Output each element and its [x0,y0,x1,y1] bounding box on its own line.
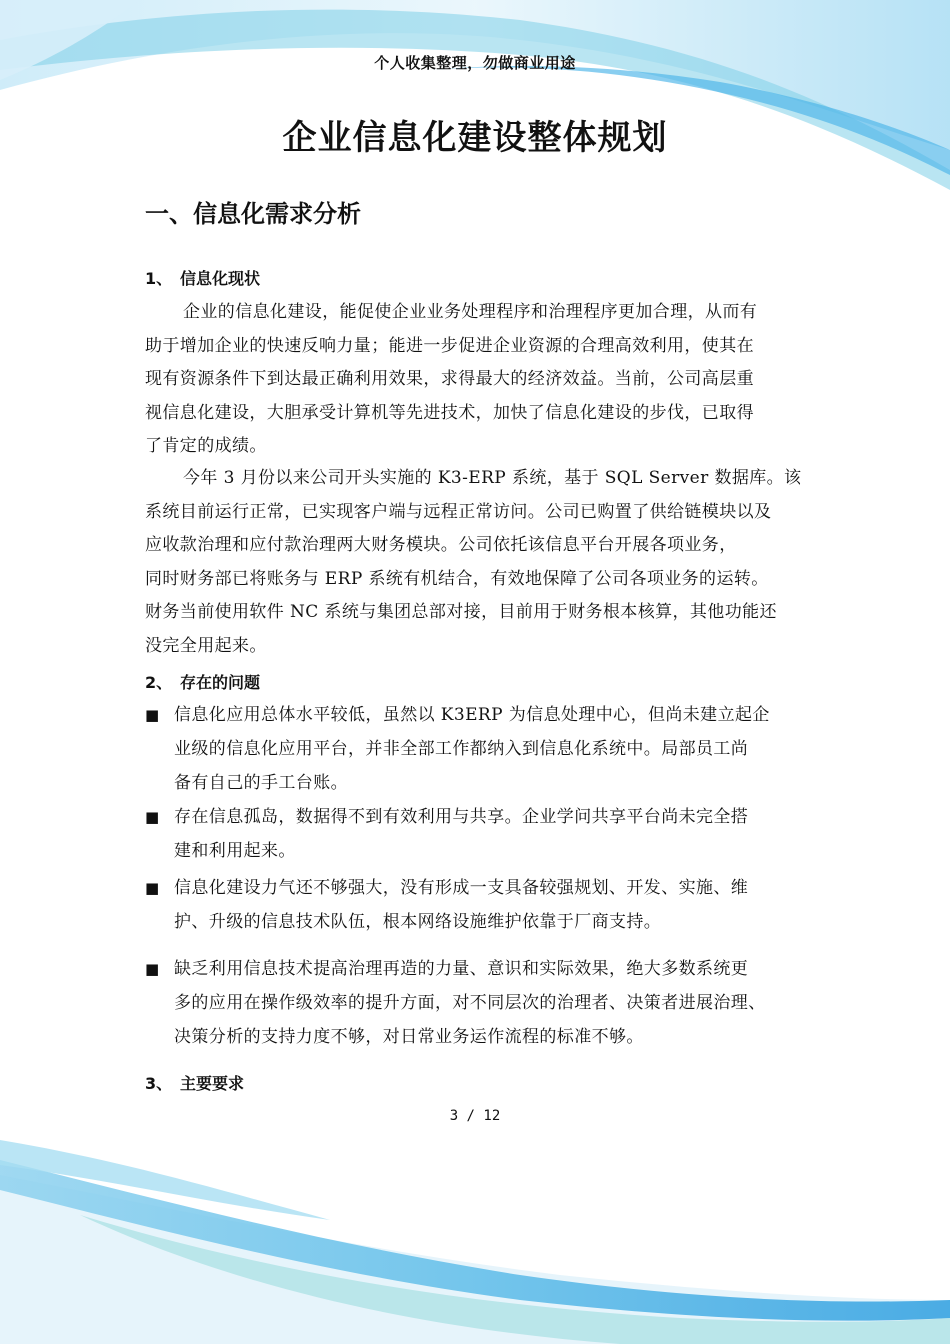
bullet-line: 缺乏利用信息技术提高治理再造的力量、意识和实际效果，绝大多数系统更 [174,959,749,979]
subheading-3 [145,1071,244,1094]
bullet-line: 多的应用在操作级效率的提升方面，对不同层次的治理者、决策者进展治理、 [174,993,766,1013]
bullet-square-icon: ■ [145,879,160,897]
paragraph-line: 财务当前使用软件 NC 系统与集团总部对接，目前用于财务根本核算，其他功能还 [145,602,777,622]
paragraph-erp-system [145,462,817,663]
paragraph-line: 同时财务部已将账务与 ERP 系统有机结合，有效地保障了公司各项业务的运转。 [145,568,769,589]
bullet-item [145,952,817,1054]
paragraph-line: 企业的信息化建设，能促使企业业务处理程序和治理程序更加合理，从而有 [183,302,758,322]
bullet-line: 决策分析的支持力度不够，对日常业务运作流程的标准不够。 [174,1027,644,1047]
bullet-item [145,800,817,868]
bullet-line: 存在信息孤岛，数据得不到有效利用与共享。企业学问共享平台尚未完全搭 [174,807,749,827]
subheading-number: 3、 [145,1074,173,1093]
paragraph-current-status [145,296,817,464]
paragraph-line: 今年 3 月份以来公司开头实施的 K3-ERP 系统，基于 SQL Server 数据库。该 [183,468,802,488]
paragraph-line: 应收款治理和应付款治理两大财务模块。公司依托该信息平台开展各项业务， [145,535,737,555]
bullet-square-icon: ■ [145,706,160,724]
bullet-square-icon: ■ [145,960,160,978]
bullet-line: 信息化应用总体水平较低，虽然以 K3ERP 为信息处理中心，但尚未建立起企 [174,705,770,725]
bullet-square-icon: ■ [145,808,160,826]
paragraph-line: 助于增加企业的快速反响力量；能进一步促进企业资源的合理高效利用，使其在 [145,335,754,356]
subheading-number: 1、 [145,269,173,288]
subheading-title: 主要要求 [180,1074,245,1093]
paragraph-line: 没完全用起来。 [145,635,267,656]
page-number: 3 / 12 [449,1108,501,1124]
bullet-line: 护、升级的信息技术队伍，根本网络设施维护依靠于厂商支持。 [174,912,662,932]
subheading-title: 信息化现状 [180,269,261,288]
header-note: 个人收集整理，勿做商业用途 [374,54,576,72]
paragraph-line: 现有资源条件下到达最正确利用效果，求得最大的经济效益。当前，公司高层重 [145,369,754,389]
document-title: 企业信息化建设整体规划 [282,118,668,158]
paragraph-line: 视信息化建设，大胆承受计算机等先进技术，加快了信息化建设的步伐，已取得 [145,402,754,423]
paragraph-line: 了肯定的成绩。 [145,436,267,456]
bullet-line: 信息化建设力气还不够强大，没有形成一支具备较强规划、开发、实施、维 [174,878,749,898]
bullet-item [145,698,817,800]
bullet-line: 建和利用起来。 [174,841,296,861]
subheading-1 [145,266,260,289]
section-heading: 一、信息化需求分析 [145,200,361,228]
subheading-number: 2、 [145,673,173,692]
bullet-item [145,871,817,939]
subheading-2 [145,670,260,693]
subheading-title: 存在的问题 [180,673,261,692]
bullet-line: 备有自己的手工台账。 [174,773,348,793]
paragraph-line: 系统目前运行正常，已实现客户端与远程正常访问。公司已购置了供给链模块以及 [145,501,772,522]
bullet-line: 业级的信息化应用平台，并非全部工作都纳入到信息化系统中。局部员工尚 [174,739,749,759]
